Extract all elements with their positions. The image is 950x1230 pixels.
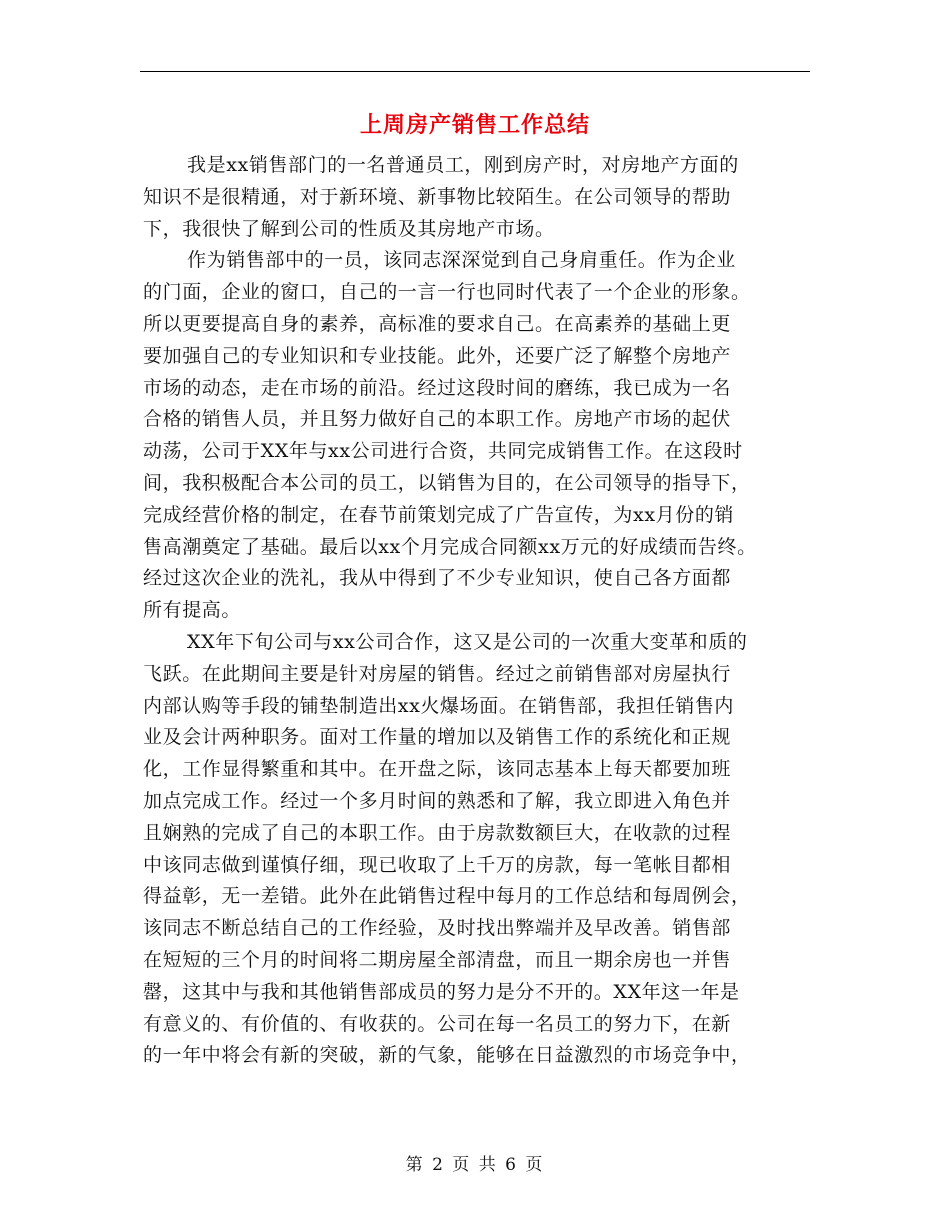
body-line: 中该同志做到谨慎仔细，现已收取了上千万的房款，每一笔帐目都相 [143, 853, 732, 876]
body-line: 在短短的三个月的时间将二期房屋全部清盘，而且一期余房也一并售 [143, 948, 732, 971]
body-line: 化，工作显得繁重和其中。在开盘之际，该同志基本上每天都要加班 [143, 758, 732, 781]
body-line: 间，我积极配合本公司的员工，以销售为目的，在公司领导的指导下， [143, 471, 751, 494]
body-line: 下，我很快了解到公司的性质及其房地产市场。 [143, 217, 555, 240]
body-line: 所有提高。 [143, 599, 242, 622]
page-footer: 第 2 页 共 6 页 [405, 1155, 545, 1175]
body-line: 业及会计两种职务。面对工作量的增加以及销售工作的系统化和正规 [143, 726, 732, 749]
body-line: 且娴熟的完成了自己的本职工作。由于房款数额巨大，在收款的过程 [143, 821, 732, 844]
body-line: 的门面，企业的窗口，自己的一言一行也同时代表了一个企业的形象。 [143, 281, 751, 304]
body-line: 完成经营价格的制定，在春节前策划完成了广告宣传，为xx月份的销 [143, 503, 735, 526]
body-line: 我是xx销售部门的一名普通员工，刚到房产时，对房地产方面的 [187, 154, 739, 176]
body-line: 内部认购等手段的铺垫制造出xx火爆场面。在销售部，我担任销售内 [143, 694, 735, 717]
body-line: 该同志不断总结自己的工作经验，及时找出弊端并及早改善。销售部 [143, 917, 732, 940]
body-line: 飞跃。在此期间主要是针对房屋的销售。经过之前销售部对房屋执行 [143, 662, 732, 685]
body-line: 的一年中将会有新的突破，新的气象，能够在日益激烈的市场竞争中， [143, 1044, 751, 1067]
body-line: 要加强自己的专业知识和专业技能。此外，还要广泛了解整个房地产 [143, 344, 732, 367]
body-line: 市场的动态，走在市场的前沿。经过这段时间的磨练，我已成为一名 [143, 376, 732, 399]
body-line: 加点完成工作。经过一个多月时间的熟悉和了解，我立即进入角色并 [143, 789, 732, 812]
body-line: 知识不是很精通，对于新环境、新事物比较陌生。在公司领导的帮助 [143, 185, 732, 208]
header-rule [140, 71, 810, 72]
body-line: 得益彰，无一差错。此外在此销售过程中每月的工作总结和每周例会， [143, 885, 751, 908]
body-line: 罄，这其中与我和其他销售部成员的努力是分不开的。XX年这一年是 [143, 980, 740, 1003]
body-line: XX年下旬公司与xx公司合作，这又是公司的一次重大变革和质的 [187, 630, 748, 653]
document-body [143, 150, 833, 1072]
body-line: 所以更要提高自身的素养，高标准的要求自己。在高素养的基础上更 [143, 312, 732, 335]
body-line: 作为销售部中的一员，该同志深深觉到自己身肩重任。作为企业 [187, 249, 736, 272]
body-line: 有意义的、有价值的、有收获的。公司在每一名员工的努力下，在新 [143, 1012, 732, 1035]
document-title: 上周房产销售工作总结 [359, 112, 590, 138]
body-line: 售高潮奠定了基础。最后以xx个月完成合同额xx万元的好成绩而告终。 [143, 535, 757, 558]
body-line: 动荡，公司于XX年与xx公司进行合资，共同完成销售工作。在这段时 [143, 440, 743, 463]
body-line: 合格的销售人员，并且努力做好自己的本职工作。房地产市场的起伏 [143, 408, 732, 431]
body-line: 经过这次企业的洗礼，我从中得到了不少专业知识，使自己各方面都 [143, 567, 732, 590]
